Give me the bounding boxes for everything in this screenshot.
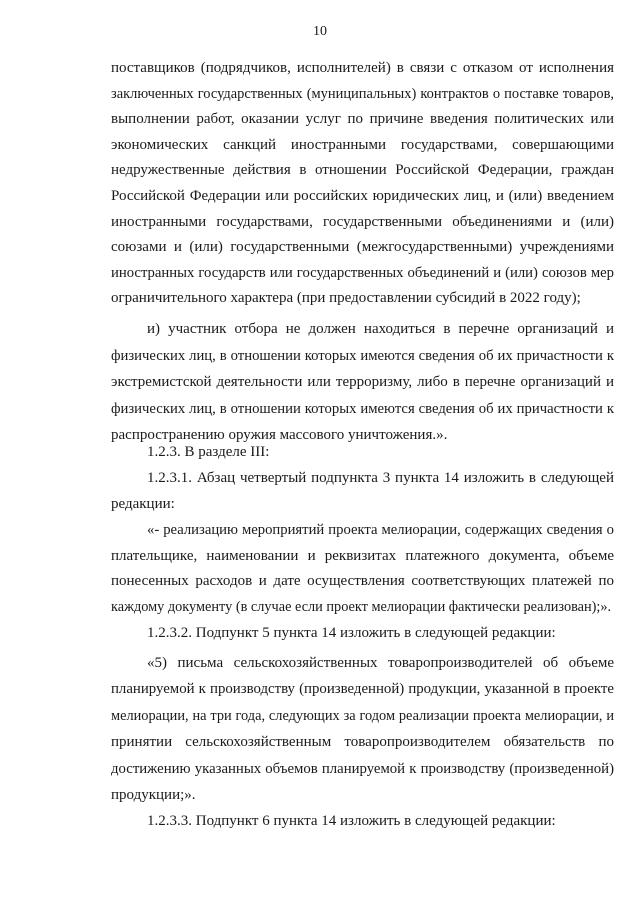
text-line: экономических санкций иностранными государствами, совершающими xyxy=(111,136,614,153)
text-line: физических лиц, в отношении которых имеются сведения об их причастности к xyxy=(111,400,614,417)
text-line: Российской Федерации или российских юридических лиц, и (или) введением xyxy=(111,187,614,204)
text-line: иностранными государствами, государственными объединениями и (или) xyxy=(111,213,614,230)
section-heading: 1.2.3. В разделе III: xyxy=(147,444,270,460)
text-line: «5) письма сельскохозяйственных товаропроизводителей об объеме xyxy=(147,655,614,671)
text-line: понесенных расходов и дате осуществления соответствующих платежей по xyxy=(111,573,614,590)
text-line: и) участник отбора не должен находиться в перечне организаций и xyxy=(147,321,614,337)
text-line: союзами и (или) государственными (межгосударственными) учреждениями xyxy=(111,239,614,256)
text-line: 1.2.3.2. Подпункт 5 пункта 14 изложить в следующей редакции: xyxy=(147,625,556,642)
text-line: физических лиц, в отношении которых имеются сведения об их причастности к xyxy=(111,347,614,364)
paragraph xyxy=(111,316,614,449)
text-line: мелиорации, на три года, следующих за годом реализации проекта мелиорации, и xyxy=(111,707,614,724)
text-line: поставщиков (подрядчиков, исполнителей) в связи с отказом от исполнения xyxy=(111,60,614,76)
text-line: экстремистской деятельности или терроризму, либо в перечне организаций и xyxy=(111,374,614,391)
text-line: распространению оружия массового уничтожения.». xyxy=(111,427,448,444)
text-line: недружественные действия в отношении Российской Федерации, граждан xyxy=(111,162,614,179)
paragraph xyxy=(111,650,614,835)
text-line: 1.2.3.3. Подпункт 6 пункта 14 изложить в следующей редакции: xyxy=(147,813,556,830)
text-line: ограничительного характера (при предоставлении субсидий в 2022 году); xyxy=(111,290,581,307)
text-line: продукции;». xyxy=(111,786,196,803)
text-line: каждому документу (в случае если проект мелиорации фактически реализован);». xyxy=(111,599,612,616)
text-line: 1.2.3.1. Абзац четвертый подпункта 3 пункта 14 изложить в следующей xyxy=(147,469,614,486)
text-line: планируемой к производству (произведенной) продукции, указанной в проекте xyxy=(111,681,614,698)
text-line: «- реализацию мероприятий проекта мелиорации, содержащих сведения о xyxy=(147,521,614,538)
page-number: 10 xyxy=(313,24,327,39)
section-1-2-3 xyxy=(111,440,614,647)
text-line: редакции: xyxy=(111,495,175,512)
text-line: плательщике, наименовании и реквизитах платежного документа, объеме xyxy=(111,547,614,564)
text-line: заключенных государственных (муниципальных) контрактов о поставке товаров, xyxy=(111,85,614,102)
text-line: выполнении работ, оказании услуг по причине введения политических или xyxy=(111,111,614,128)
paragraph xyxy=(111,56,614,312)
text-line: принятии сельскохозяйственным товаропроизводителем обязательств по xyxy=(111,734,614,751)
text-line: достижению указанных объемов планируемой к производству (произведенной) xyxy=(111,760,614,777)
text-line: иностранных государств или государственных объединений и (или) союзов мер xyxy=(111,264,614,281)
